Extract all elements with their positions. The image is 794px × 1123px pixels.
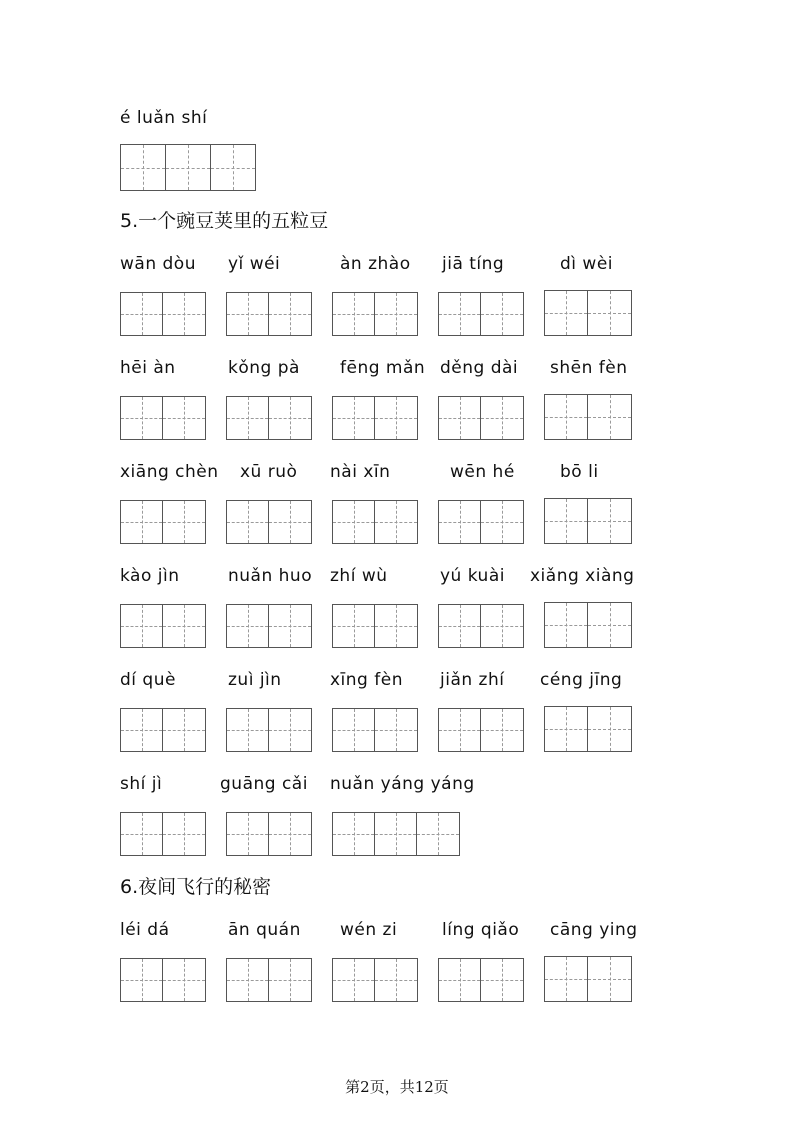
- pinyin-label: kào jìn: [120, 566, 180, 586]
- grid-cell: [163, 397, 205, 439]
- pinyin-label: jiǎn zhí: [440, 670, 505, 690]
- grid-cell: [439, 501, 481, 543]
- grid-cell: [121, 145, 166, 190]
- grid-cell: [545, 499, 588, 543]
- section-5-title: 5.一个豌豆荚里的五粒豆: [120, 210, 329, 232]
- pinyin-label: àn zhào: [340, 254, 411, 274]
- grid-cell: [269, 501, 311, 543]
- grid-cell: [163, 605, 205, 647]
- writing-grid[interactable]: [226, 500, 312, 544]
- grid-cell: [227, 293, 269, 335]
- grid-cell: [481, 501, 523, 543]
- grid-cell: [481, 605, 523, 647]
- writing-grid[interactable]: [120, 812, 206, 856]
- pinyin-label: cāng ying: [550, 920, 638, 940]
- pinyin-label: xū ruò: [240, 462, 298, 482]
- writing-grid[interactable]: [120, 500, 206, 544]
- grid-cell: [121, 397, 163, 439]
- grid-cell: [481, 959, 523, 1001]
- writing-grid[interactable]: [438, 396, 524, 440]
- writing-grid[interactable]: [332, 958, 418, 1002]
- writing-grid[interactable]: [120, 396, 206, 440]
- writing-grid[interactable]: [332, 604, 418, 648]
- pinyin-label: wén zi: [340, 920, 398, 940]
- grid-cell: [163, 501, 205, 543]
- grid-cell: [481, 397, 523, 439]
- grid-cell: [481, 709, 523, 751]
- pinyin-label: nuǎn yáng yáng: [330, 774, 475, 794]
- writing-grid[interactable]: [120, 604, 206, 648]
- pinyin-label: é luǎn shí: [120, 108, 208, 128]
- grid-cell: [163, 293, 205, 335]
- pinyin-label: xiǎng xiàng: [530, 566, 635, 586]
- pinyin-label: léi dá: [120, 920, 170, 940]
- writing-grid[interactable]: [226, 708, 312, 752]
- writing-grid[interactable]: [332, 292, 418, 336]
- grid-cell: [439, 605, 481, 647]
- writing-grid[interactable]: [226, 292, 312, 336]
- pinyin-label: wēn hé: [450, 462, 515, 482]
- writing-grid[interactable]: [544, 498, 632, 544]
- writing-grid[interactable]: [226, 604, 312, 648]
- writing-grid[interactable]: [544, 956, 632, 1002]
- grid-cell: [269, 813, 311, 855]
- grid-cell: [439, 709, 481, 751]
- writing-grid[interactable]: [438, 708, 524, 752]
- pinyin-label: bō li: [560, 462, 599, 482]
- writing-grid[interactable]: [332, 708, 418, 752]
- pinyin-label: děng dài: [440, 358, 519, 378]
- grid-cell: [121, 813, 163, 855]
- grid-cell: [269, 293, 311, 335]
- grid-cell: [588, 499, 631, 543]
- grid-cell: [121, 709, 163, 751]
- writing-grid[interactable]: [120, 292, 206, 336]
- grid-cell: [227, 709, 269, 751]
- page-number: 第2页，共12页: [345, 1078, 449, 1096]
- grid-cell: [545, 707, 588, 751]
- writing-grid[interactable]: [438, 958, 524, 1002]
- grid-cell: [375, 709, 417, 751]
- grid-cell: [439, 397, 481, 439]
- grid-cell: [333, 959, 375, 1001]
- pinyin-label: ān quán: [228, 920, 301, 940]
- grid-cell: [163, 709, 205, 751]
- pinyin-label: wān dòu: [120, 254, 196, 274]
- writing-grid[interactable]: [120, 958, 206, 1002]
- pinyin-label: guāng cǎi: [220, 774, 308, 794]
- writing-grid[interactable]: [120, 708, 206, 752]
- grid-cell: [227, 397, 269, 439]
- grid-cell: [269, 397, 311, 439]
- grid-cell: [375, 293, 417, 335]
- grid-cell: [163, 813, 205, 855]
- writing-grid[interactable]: [438, 604, 524, 648]
- grid-cell: [417, 813, 459, 855]
- writing-grid[interactable]: [226, 812, 312, 856]
- grid-cell: [333, 293, 375, 335]
- grid-cell: [588, 395, 631, 439]
- pinyin-label: shēn fèn: [550, 358, 628, 378]
- grid-cell: [375, 501, 417, 543]
- grid-cell: [375, 813, 417, 855]
- grid-cell: [545, 957, 588, 1001]
- grid-cell: [588, 603, 631, 647]
- pinyin-label: dì wèi: [560, 254, 614, 274]
- pinyin-label: líng qiǎo: [442, 920, 520, 940]
- pinyin-label: fēng mǎn: [340, 358, 426, 378]
- writing-grid[interactable]: [544, 602, 632, 648]
- writing-grid[interactable]: [544, 290, 632, 336]
- grid-cell: [333, 501, 375, 543]
- grid-cell: [166, 145, 211, 190]
- grid-cell: [333, 397, 375, 439]
- grid-cell: [333, 605, 375, 647]
- grid-cell: [545, 395, 588, 439]
- pinyin-label: zuì jìn: [228, 670, 282, 690]
- grid-cell: [121, 959, 163, 1001]
- pinyin-label: dí què: [120, 670, 176, 690]
- writing-grid[interactable]: [438, 292, 524, 336]
- grid-cell: [375, 605, 417, 647]
- grid-cell: [211, 145, 255, 190]
- grid-cell: [439, 293, 481, 335]
- grid-cell: [375, 959, 417, 1001]
- pinyin-label: nài xīn: [330, 462, 391, 482]
- pinyin-label: hēi àn: [120, 358, 176, 378]
- grid-cell: [545, 291, 588, 335]
- grid-cell: [121, 605, 163, 647]
- pinyin-label: kǒng pà: [228, 358, 300, 378]
- grid-cell: [269, 959, 311, 1001]
- pinyin-label: yǐ wéi: [228, 254, 281, 274]
- writing-grid[interactable]: [226, 396, 312, 440]
- pinyin-label: jiā tíng: [442, 254, 505, 274]
- grid-cell: [375, 397, 417, 439]
- writing-grid[interactable]: [120, 144, 256, 191]
- writing-grid[interactable]: [332, 500, 418, 544]
- pinyin-label: céng jīng: [540, 670, 623, 690]
- grid-cell: [333, 709, 375, 751]
- writing-grid[interactable]: [438, 500, 524, 544]
- pinyin-label: xiāng chèn: [120, 462, 219, 482]
- pinyin-label: yú kuài: [440, 566, 505, 586]
- pinyin-label: shí jì: [120, 774, 163, 794]
- grid-cell: [439, 959, 481, 1001]
- section-6-title: 6.夜间飞行的秘密: [120, 876, 272, 898]
- writing-grid[interactable]: [544, 394, 632, 440]
- grid-cell: [121, 293, 163, 335]
- grid-cell: [227, 959, 269, 1001]
- grid-cell: [481, 293, 523, 335]
- grid-cell: [333, 813, 375, 855]
- pinyin-label: nuǎn huo: [228, 566, 313, 586]
- pinyin-label: xīng fèn: [330, 670, 403, 690]
- writing-grid[interactable]: [332, 396, 418, 440]
- writing-grid[interactable]: [544, 706, 632, 752]
- grid-cell: [227, 501, 269, 543]
- grid-cell: [227, 813, 269, 855]
- writing-grid[interactable]: [332, 812, 460, 856]
- grid-cell: [588, 957, 631, 1001]
- grid-cell: [269, 709, 311, 751]
- pinyin-label: zhí wù: [330, 566, 388, 586]
- grid-cell: [163, 959, 205, 1001]
- grid-cell: [269, 605, 311, 647]
- grid-cell: [588, 291, 631, 335]
- grid-cell: [227, 605, 269, 647]
- grid-cell: [121, 501, 163, 543]
- grid-cell: [545, 603, 588, 647]
- writing-grid[interactable]: [226, 958, 312, 1002]
- grid-cell: [588, 707, 631, 751]
